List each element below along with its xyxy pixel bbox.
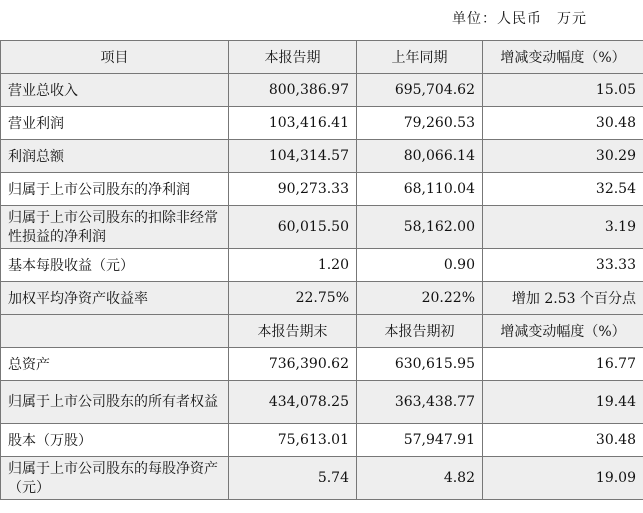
current-value: 103,416.41 <box>229 107 357 140</box>
change-value: 3.19 <box>483 206 643 249</box>
table-header-row <box>1 41 643 74</box>
row-label: 归属于上市公司股东的所有者权益 <box>1 381 229 424</box>
table-row <box>1 282 643 315</box>
financial-summary-table <box>0 40 643 500</box>
period-end-value: 434,078.25 <box>229 381 357 424</box>
prior-value: 68,110.04 <box>357 173 483 206</box>
row-label: 归属于上市公司股东的每股净资产（元） <box>1 457 229 500</box>
subheader-cell-period-end: 本报告期末 <box>229 315 357 348</box>
table-row <box>1 381 643 424</box>
table-row <box>1 348 643 381</box>
prior-value: 0.90 <box>357 249 483 282</box>
period-start-value: 57,947.91 <box>357 424 483 457</box>
prior-value: 20.22% <box>357 282 483 315</box>
table-row <box>1 74 643 107</box>
period-end-value: 5.74 <box>229 457 357 500</box>
change-value: 增加 2.53 个百分点 <box>483 282 643 315</box>
prior-value: 80,066.14 <box>357 140 483 173</box>
change-value: 16.77 <box>483 348 643 381</box>
table-row <box>1 457 643 500</box>
row-label: 股本（万股） <box>1 424 229 457</box>
row-label: 总资产 <box>1 348 229 381</box>
period-start-value: 363,438.77 <box>357 381 483 424</box>
current-value: 60,015.50 <box>229 206 357 249</box>
change-value: 32.54 <box>483 173 643 206</box>
row-label: 归属于上市公司股东的净利润 <box>1 173 229 206</box>
period-end-value: 736,390.62 <box>229 348 357 381</box>
header-cell-current-period: 本报告期 <box>229 41 357 74</box>
current-value: 90,273.33 <box>229 173 357 206</box>
change-value: 30.29 <box>483 140 643 173</box>
period-end-value: 75,613.01 <box>229 424 357 457</box>
table-row <box>1 249 643 282</box>
period-start-value: 4.82 <box>357 457 483 500</box>
table-row <box>1 140 643 173</box>
row-label: 归属于上市公司股东的扣除非经常性损益的净利润 <box>1 206 229 249</box>
row-label: 营业利润 <box>1 107 229 140</box>
current-value: 22.75% <box>229 282 357 315</box>
change-value: 30.48 <box>483 424 643 457</box>
header-cell-prior-period: 上年同期 <box>357 41 483 74</box>
header-cell-item: 项目 <box>1 41 229 74</box>
table-subheader-row <box>1 315 643 348</box>
table-row <box>1 173 643 206</box>
row-label: 基本每股收益（元） <box>1 249 229 282</box>
row-label: 营业总收入 <box>1 74 229 107</box>
row-label: 加权平均净资产收益率 <box>1 282 229 315</box>
table-row <box>1 424 643 457</box>
change-value: 15.05 <box>483 74 643 107</box>
change-value: 33.33 <box>483 249 643 282</box>
change-value: 30.48 <box>483 107 643 140</box>
period-start-value: 630,615.95 <box>357 348 483 381</box>
current-value: 104,314.57 <box>229 140 357 173</box>
subheader-cell-period-start: 本报告期初 <box>357 315 483 348</box>
prior-value: 695,704.62 <box>357 74 483 107</box>
current-value: 1.20 <box>229 249 357 282</box>
table-row <box>1 107 643 140</box>
row-label: 利润总额 <box>1 140 229 173</box>
subheader-cell-change: 增减变动幅度（%） <box>483 315 643 348</box>
subheader-cell-blank <box>1 315 229 348</box>
unit-label: 单位：人民币 万元 <box>452 11 587 27</box>
current-value: 800,386.97 <box>229 74 357 107</box>
table-row <box>1 206 643 249</box>
header-cell-change: 增减变动幅度（%） <box>483 41 643 74</box>
prior-value: 58,162.00 <box>357 206 483 249</box>
prior-value: 79,260.53 <box>357 107 483 140</box>
change-value: 19.09 <box>483 457 643 500</box>
change-value: 19.44 <box>483 381 643 424</box>
